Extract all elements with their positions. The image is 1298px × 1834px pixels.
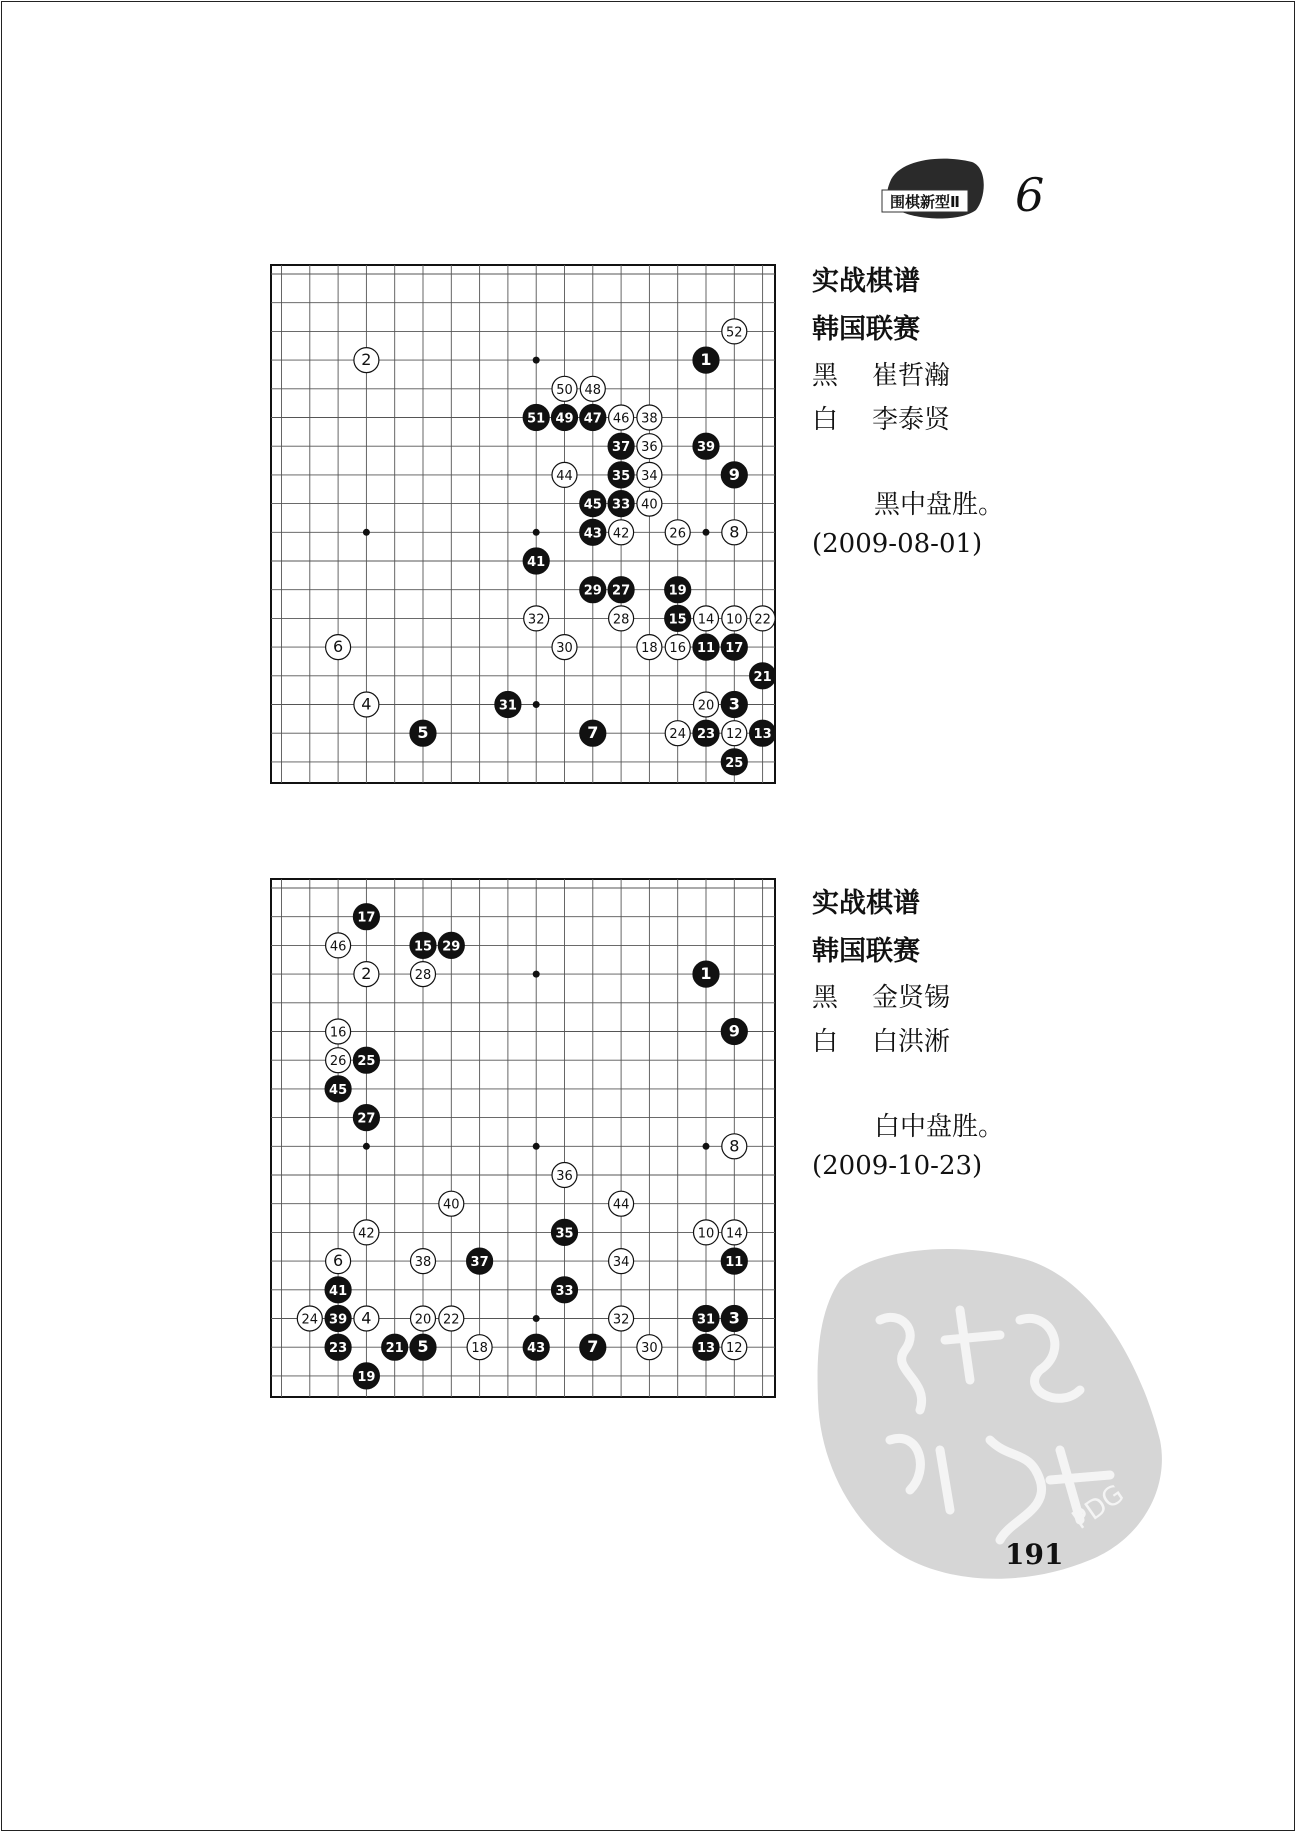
stone-number: 14 — [697, 612, 715, 628]
series-logo — [880, 152, 990, 222]
black-stone-15 — [665, 605, 691, 631]
stone-number: 43 — [527, 1341, 546, 1357]
black-label: 黑 — [812, 361, 839, 391]
white-stone-14 — [694, 606, 719, 631]
white-stone-44 — [609, 1191, 634, 1216]
stone-number: 9 — [728, 1021, 740, 1041]
white-stone-24 — [297, 1306, 322, 1331]
stone-number: 36 — [641, 440, 658, 456]
white-stone-30 — [552, 635, 577, 660]
stone-number: 34 — [612, 1255, 630, 1271]
star-point — [703, 1143, 710, 1150]
stone-number: 1 — [700, 350, 712, 370]
star-point — [363, 1143, 370, 1150]
white-stone-20 — [694, 692, 719, 717]
black-player-name: 金贤锡 — [872, 983, 951, 1013]
white-player-line — [812, 398, 1004, 442]
stone-number: 19 — [357, 1369, 376, 1385]
black-stone-19 — [353, 1363, 379, 1389]
black-stone-1 — [693, 961, 719, 987]
stone-number: 11 — [696, 641, 716, 657]
star-point — [533, 971, 540, 978]
stone-number: 37 — [470, 1255, 489, 1271]
stone-number: 45 — [329, 1082, 348, 1098]
black-stone-17 — [721, 634, 747, 660]
black-stone-19 — [665, 577, 691, 603]
white-stone-44 — [552, 462, 577, 487]
game-result: 黑中盘胜。 — [874, 490, 1005, 520]
black-stone-39 — [693, 433, 719, 459]
stone-number: 30 — [641, 1341, 658, 1357]
stone-number: 13 — [696, 1341, 716, 1357]
white-stone-28 — [411, 962, 436, 987]
stone-number: 10 — [697, 1226, 715, 1242]
star-point — [533, 701, 540, 708]
white-stone-6 — [326, 635, 351, 660]
black-stone-21 — [382, 1334, 408, 1360]
white-stone-40 — [439, 1191, 464, 1216]
black-stone-47 — [580, 405, 606, 431]
white-stone-52 — [722, 319, 747, 344]
white-stone-2 — [354, 348, 379, 373]
stone-number: 25 — [357, 1054, 376, 1070]
white-stone-28 — [609, 606, 634, 631]
game-result: 白中盘胜。 — [874, 1112, 1005, 1142]
stone-number: 21 — [385, 1341, 404, 1357]
stone-number: 11 — [725, 1255, 744, 1271]
white-stone-38 — [637, 405, 662, 430]
stone-number: 9 — [728, 464, 740, 484]
stone-number: 32 — [527, 612, 545, 628]
black-stone-5 — [410, 720, 436, 746]
black-stone-31 — [495, 692, 521, 718]
stone-number: 31 — [498, 698, 517, 714]
stone-number: 35 — [555, 1226, 574, 1242]
white-label: 白 — [812, 1027, 839, 1057]
black-stone-9 — [721, 1019, 747, 1045]
stone-number: 35 — [612, 468, 631, 484]
black-stone-17 — [353, 904, 379, 930]
white-stone-26 — [665, 520, 690, 545]
stone-number: 43 — [583, 526, 602, 542]
star-point — [533, 1315, 540, 1322]
stone-number: 24 — [301, 1312, 319, 1328]
white-stone-34 — [637, 462, 662, 487]
black-stone-37 — [467, 1248, 493, 1274]
stone-number: 20 — [414, 1312, 432, 1328]
stone-number: 33 — [612, 497, 631, 513]
white-stone-34 — [609, 1249, 634, 1274]
black-label: 黑 — [812, 983, 839, 1013]
white-stone-36 — [637, 434, 662, 459]
black-stone-1 — [693, 347, 719, 373]
stone-number: 4 — [361, 694, 372, 714]
black-stone-29 — [580, 577, 606, 603]
white-stone-22 — [439, 1306, 464, 1331]
black-stone-45 — [325, 1076, 351, 1102]
black-stone-37 — [608, 433, 634, 459]
white-stone-20 — [411, 1306, 436, 1331]
seal-stamp-watermark — [810, 1240, 1170, 1590]
stone-number: 39 — [329, 1312, 348, 1328]
black-stone-29 — [438, 932, 464, 958]
stone-number: 8 — [729, 1136, 740, 1156]
stone-number: 31 — [696, 1312, 716, 1328]
white-stone-50 — [552, 376, 577, 401]
white-stone-46 — [609, 405, 634, 430]
stone-number: 34 — [641, 468, 658, 484]
game-title: 实战棋谱 — [812, 888, 920, 919]
white-stone-14 — [722, 1220, 747, 1245]
black-stone-49 — [552, 405, 578, 431]
stone-number: 29 — [442, 939, 461, 955]
stone-number: 40 — [641, 497, 658, 513]
stone-number: 32 — [612, 1312, 630, 1328]
white-stone-22 — [750, 606, 775, 631]
game-event: 韩国联赛 — [812, 314, 920, 345]
white-stone-38 — [411, 1249, 436, 1274]
black-stone-27 — [608, 577, 634, 603]
stone-number: 3 — [728, 694, 740, 714]
white-stone-36 — [552, 1163, 577, 1188]
stone-number: 38 — [641, 411, 658, 427]
go-board-game-2 — [270, 878, 776, 1398]
stone-number: 27 — [357, 1111, 376, 1127]
stone-number: 22 — [754, 612, 771, 628]
stone-number: 2 — [361, 964, 372, 984]
stone-number: 41 — [527, 555, 546, 570]
black-stone-25 — [353, 1047, 379, 1073]
stone-number: 17 — [357, 910, 376, 926]
black-stone-11 — [693, 634, 719, 660]
stone-number: 21 — [753, 669, 772, 685]
black-stone-41 — [325, 1277, 351, 1303]
black-stone-13 — [750, 720, 776, 746]
black-stone-35 — [552, 1219, 578, 1245]
stone-number: 44 — [612, 1197, 630, 1213]
stone-number: 39 — [696, 440, 716, 456]
stone-number: 18 — [641, 641, 658, 657]
black-stone-31 — [693, 1306, 719, 1332]
go-board-game-1 — [270, 264, 776, 784]
stone-number: 15 — [413, 939, 433, 955]
stone-number: 42 — [612, 526, 630, 542]
white-stone-46 — [326, 933, 351, 958]
stone-number: 1 — [700, 964, 712, 984]
stone-number: 7 — [587, 1337, 599, 1357]
stone-number: 10 — [726, 612, 743, 628]
white-stone-32 — [609, 1306, 634, 1331]
stone-number: 8 — [729, 522, 740, 542]
white-stone-48 — [580, 376, 605, 401]
stone-number: 18 — [471, 1341, 488, 1357]
black-stone-23 — [325, 1334, 351, 1360]
white-stone-8 — [722, 1134, 747, 1159]
black-stone-5 — [410, 1334, 436, 1360]
stone-number: 16 — [669, 641, 686, 657]
stone-number: 5 — [417, 723, 429, 743]
white-stone-30 — [637, 1335, 662, 1360]
game-event: 韩国联赛 — [812, 936, 920, 967]
stone-number: 25 — [725, 755, 744, 771]
stone-number: 46 — [612, 411, 630, 427]
white-stone-12 — [722, 1335, 747, 1360]
stone-number: 51 — [527, 411, 546, 427]
black-stone-15 — [410, 932, 436, 958]
stone-number: 27 — [612, 583, 631, 599]
stone-number: 7 — [587, 723, 599, 743]
star-point — [703, 529, 710, 536]
stone-number: 50 — [556, 382, 573, 398]
page-number: 191 — [1005, 1538, 1064, 1571]
stone-number: 42 — [358, 1226, 375, 1242]
black-stone-3 — [721, 692, 747, 718]
stone-number: 38 — [414, 1255, 432, 1271]
black-stone-43 — [523, 1334, 549, 1360]
black-player-line — [812, 976, 1004, 1020]
black-stone-9 — [721, 462, 747, 488]
black-stone-35 — [608, 462, 634, 488]
black-stone-33 — [608, 491, 634, 517]
black-stone-41 — [523, 548, 549, 574]
white-stone-32 — [524, 606, 549, 631]
black-player-line — [812, 354, 1004, 398]
white-stone-6 — [326, 1249, 351, 1274]
stone-number: 48 — [584, 382, 602, 398]
stone-number: 15 — [668, 612, 687, 628]
white-player-name: 李泰贤 — [872, 405, 951, 435]
black-stone-21 — [750, 663, 776, 689]
black-stone-23 — [693, 720, 719, 746]
star-point — [533, 1143, 540, 1150]
stone-number: 6 — [333, 637, 344, 657]
stone-number: 30 — [556, 641, 573, 657]
white-stone-24 — [665, 721, 690, 746]
white-stone-10 — [694, 1220, 719, 1245]
white-stone-10 — [722, 606, 747, 631]
white-player-line — [812, 1020, 1004, 1064]
white-stone-40 — [637, 491, 662, 516]
white-stone-42 — [354, 1220, 379, 1245]
stone-number: 13 — [753, 727, 772, 743]
white-stone-18 — [467, 1335, 492, 1360]
black-stone-25 — [721, 749, 747, 775]
stone-number: 46 — [329, 939, 347, 955]
series-logo-text: 围棋新型Ⅱ — [890, 193, 960, 211]
stone-number: 33 — [555, 1283, 574, 1299]
white-stone-26 — [326, 1048, 351, 1073]
black-stone-33 — [552, 1277, 578, 1303]
seal-pdg-text: PDG — [1066, 1479, 1130, 1536]
stone-number: 20 — [697, 698, 715, 714]
stone-number: 47 — [583, 411, 602, 427]
stone-number: 28 — [414, 968, 432, 984]
stone-number: 44 — [556, 468, 573, 484]
stone-number: 26 — [329, 1054, 347, 1070]
stone-number: 4 — [361, 1308, 372, 1328]
stone-number: 23 — [329, 1341, 348, 1357]
stone-number: 29 — [583, 583, 602, 599]
white-stone-12 — [722, 721, 747, 746]
black-stone-7 — [580, 1334, 606, 1360]
stone-number: 36 — [556, 1169, 573, 1184]
stone-number: 49 — [555, 411, 574, 427]
stone-number: 17 — [725, 641, 744, 657]
star-point — [533, 357, 540, 364]
stone-number: 14 — [726, 1226, 743, 1242]
black-stone-27 — [353, 1105, 379, 1131]
star-point — [533, 529, 540, 536]
stone-number: 5 — [417, 1337, 429, 1357]
star-point — [363, 529, 370, 536]
stone-number: 45 — [583, 497, 602, 513]
stone-number: 40 — [443, 1197, 460, 1213]
white-label: 白 — [812, 405, 839, 435]
game-info-1 — [812, 258, 1004, 559]
stone-number: 6 — [333, 1251, 344, 1271]
game-info-2 — [812, 880, 1004, 1181]
black-stone-45 — [580, 491, 606, 517]
stone-number: 41 — [329, 1283, 348, 1299]
stone-number: 19 — [668, 583, 687, 599]
black-player-name: 崔哲瀚 — [872, 361, 951, 391]
chapter-number: 6 — [1015, 168, 1045, 222]
go-board-diagram — [270, 878, 776, 1398]
stone-number: 37 — [612, 440, 631, 456]
game-title: 实战棋谱 — [812, 266, 920, 297]
white-player-name: 白洪淅 — [872, 1027, 951, 1057]
white-stone-18 — [637, 635, 662, 660]
white-stone-42 — [609, 520, 634, 545]
stone-number: 12 — [726, 727, 743, 743]
game-date: (2009-10-23) — [812, 1151, 983, 1181]
stone-number: 28 — [612, 612, 630, 628]
black-stone-13 — [693, 1334, 719, 1360]
black-stone-11 — [721, 1248, 747, 1274]
stone-number: 24 — [669, 727, 686, 743]
stone-number: 16 — [329, 1025, 347, 1041]
white-stone-4 — [354, 692, 379, 717]
stone-number: 2 — [361, 350, 372, 370]
white-stone-8 — [722, 520, 747, 545]
stone-number: 26 — [669, 526, 686, 542]
white-stone-4 — [354, 1306, 379, 1331]
stone-number: 12 — [726, 1341, 743, 1357]
black-stone-3 — [721, 1306, 747, 1332]
white-stone-16 — [665, 635, 690, 660]
stone-number: 52 — [726, 325, 743, 341]
black-stone-39 — [325, 1306, 351, 1332]
black-stone-51 — [523, 405, 549, 431]
black-stone-43 — [580, 519, 606, 545]
go-board-diagram — [270, 264, 776, 784]
game-date: (2009-08-01) — [812, 529, 983, 559]
white-stone-16 — [326, 1019, 351, 1044]
stone-number: 3 — [728, 1308, 740, 1328]
stone-number: 23 — [696, 727, 716, 743]
stone-number: 22 — [443, 1312, 460, 1328]
black-stone-7 — [580, 720, 606, 746]
white-stone-2 — [354, 962, 379, 987]
